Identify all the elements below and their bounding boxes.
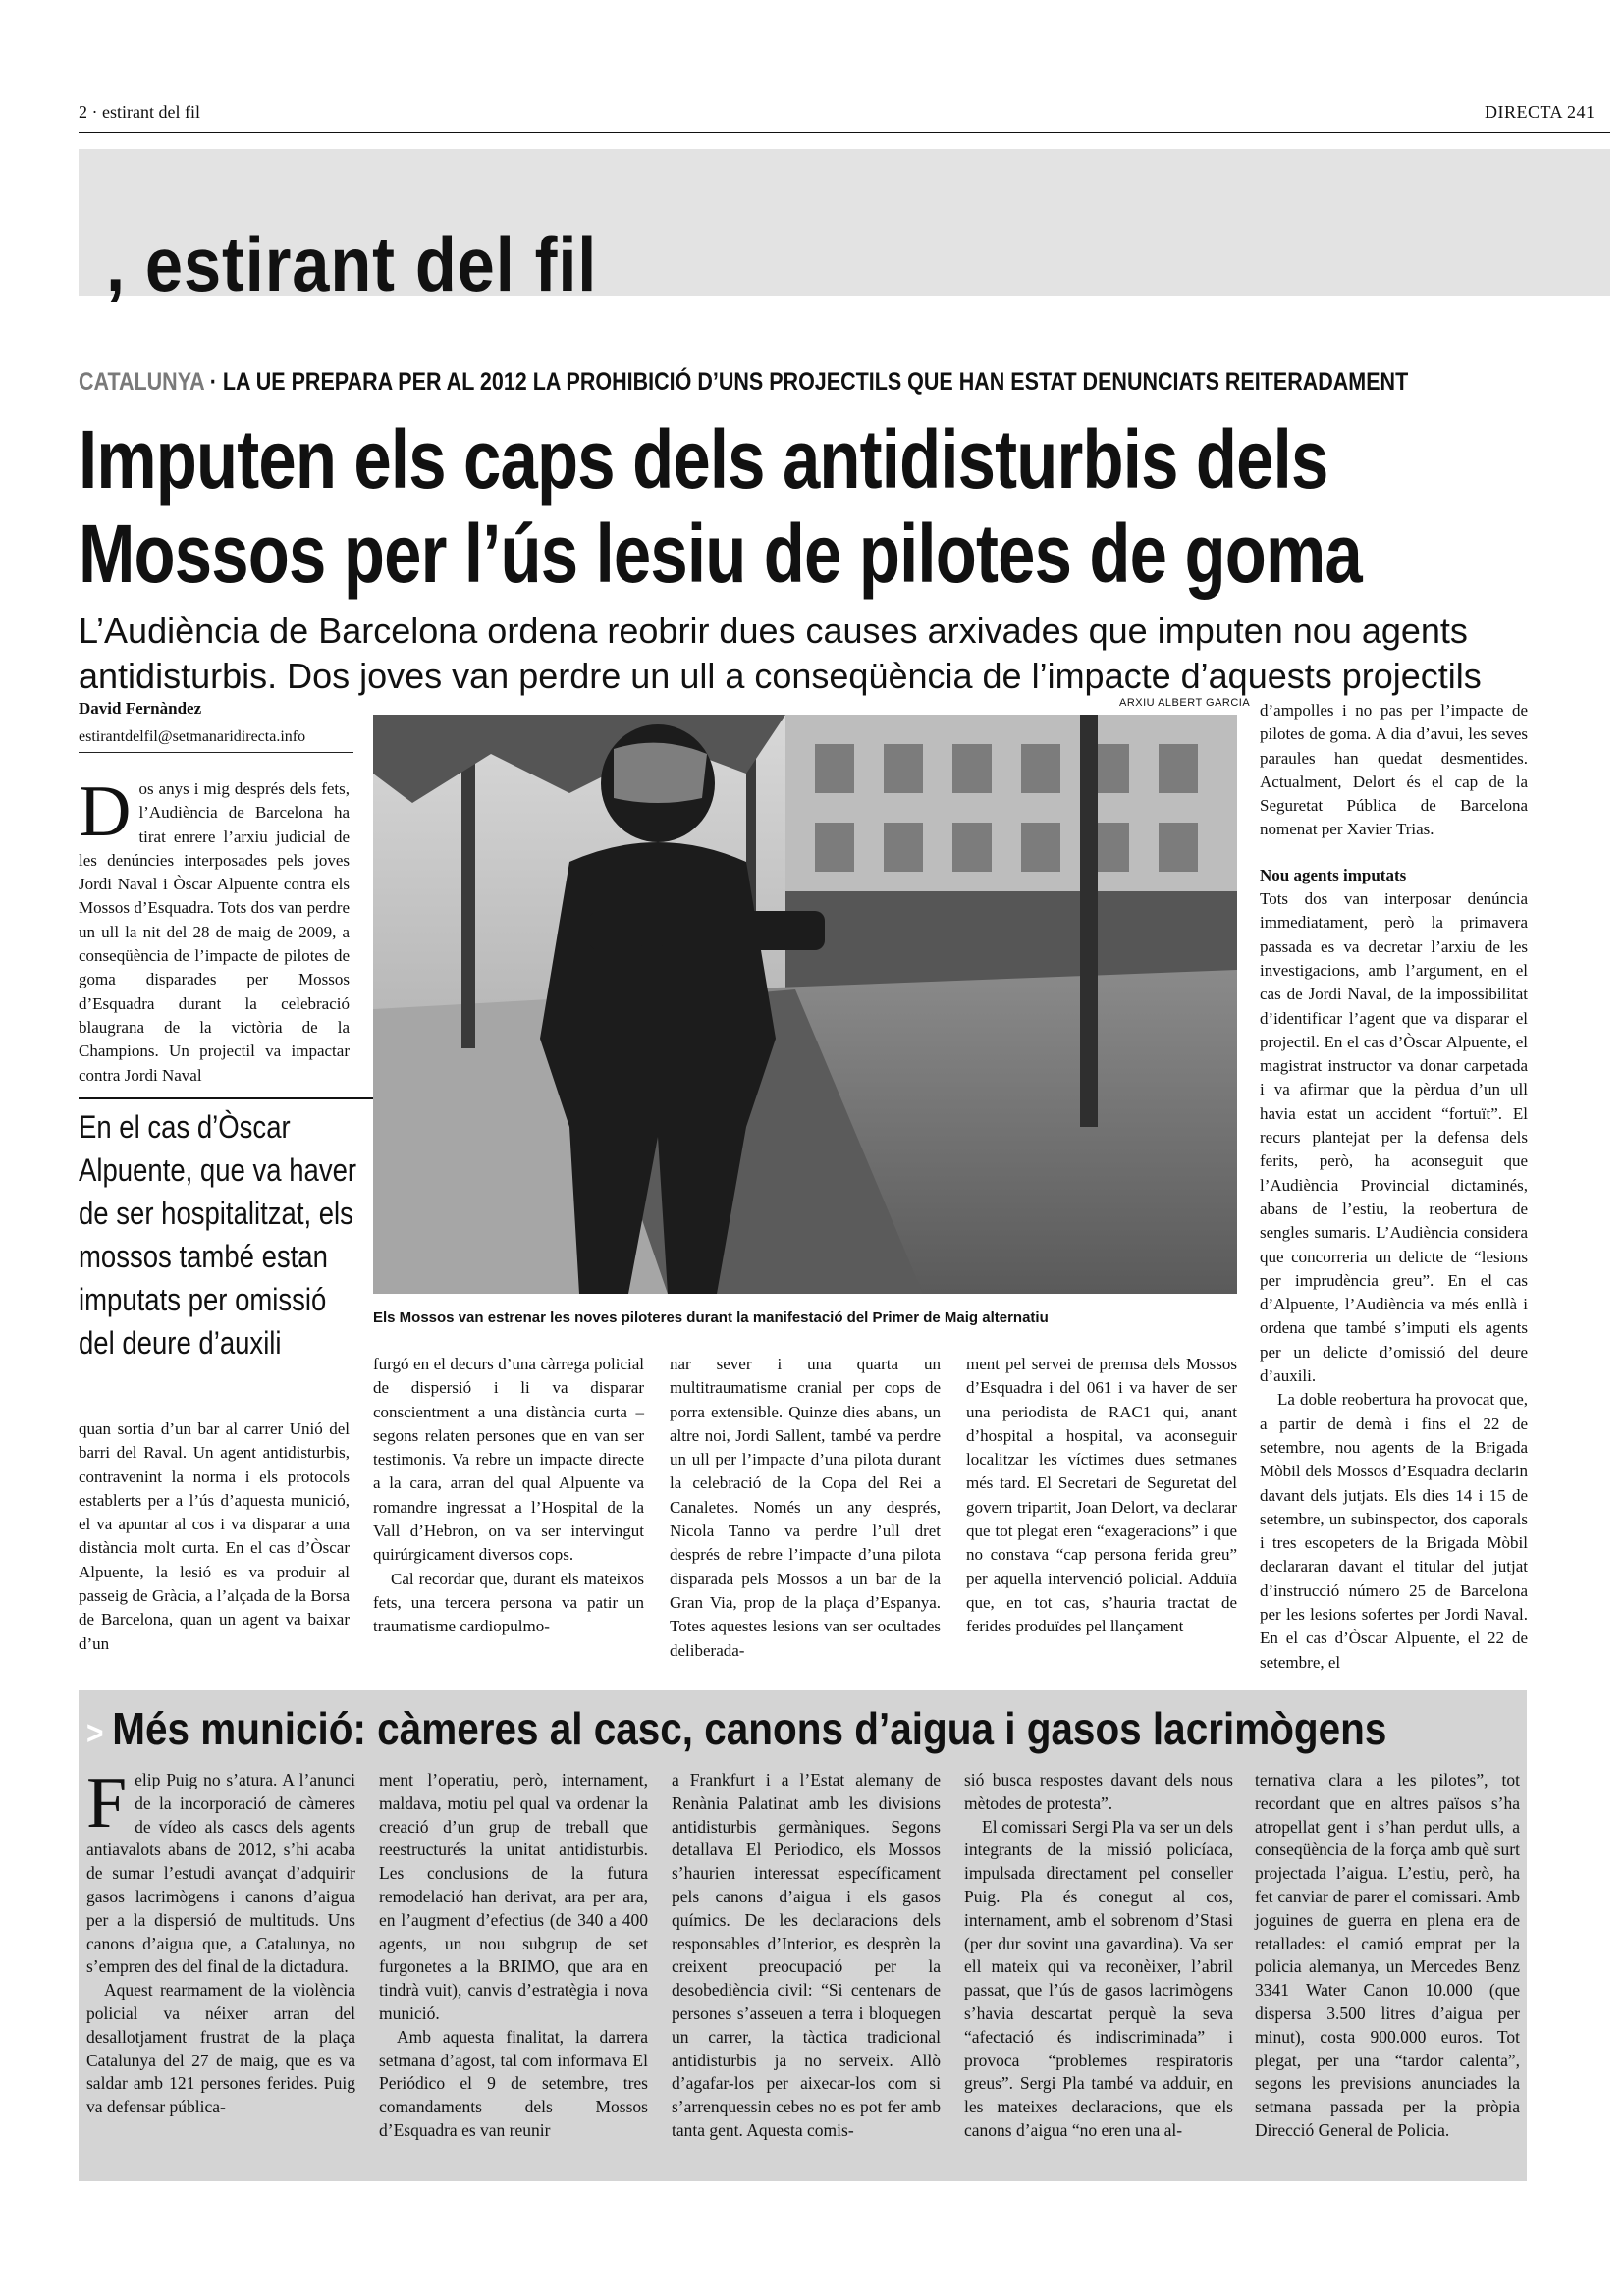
photo-caption: Els Mossos van estrenar les noves piloteres durant la manifestació del Primer de Maig alternatiu [373,1309,1049,1326]
headline [79,412,1362,601]
sidebar-col1-para-1: elip Puig no s’atura. A l’anunci de la incorporació de càmeres de vídeo als cascs dels agents antiavalots abans de 2012, s’hi acaba de sumar l’estudi avançat d’adquirir gasos lacrimògens i canons d’aigua per a la dispersió de multituds. Uns canons d’aigua que, a Catalunya, no s’empren des del final de la dictadura. [86,1770,355,1977]
article-col2-para-1: furgó en el decurs d’una càrrega policial de dispersió i li va disparar conscientment a una distància curta –segons relaten persones que en van ser testimonis. Va rebre un impacte directe a la cara, arran del qual Alpuente va romandre ingressat a l’Hospital de la Vall d’Hebron, on va ser intervingut quirúrgicament diversos cops. [373,1355,644,1565]
article-col3-text: nar sever i una quarta un multitraumatisme cranial per cops de porra extensible. Quinze dies abans, un altre noi, Jordi Sallent, també va perdre un ull per l’impacte d’una pilota durant la celebració de la Copa del Rei a Canaletes. Només un any després, Nicola Tanno va perdre l’ull dret després de rebre l’impacte d’una pilota disparada pels Mossos a un bar de la Gran Via, prop de la plaça d’Espanya. Totes aquestes lesions van ser ocultades deliberada- [670,1355,941,1660]
article-col5-intro: d’ampolles i no pas per l’impacte de pilotes de goma. A dia d’avui, les seves paraules han quedat desmentides. Actualment, Delort és el cap de la Seguretat Pública de Barcelona nomenat per Xavier Trias. [1260,701,1528,839]
article-column-1 [79,772,350,1088]
sidebar-column-1 [86,1763,355,2119]
sidebar-col3-text: a Frankfurt i a l’Estat alemany de Renània Palatinat amb les divisions antidisturbis germàniques. Segons detallava El Periodico, els Mossos s’haurien interessat específicament pels canons d’aigua i els gasos químics. De les declaracions dels responsables d’Interior, es desprèn la creixent preocupació per la desobediència civil: “Si centenars de persones s’asseuen a terra i bloquegen un carrer, la tàctica tradicional antidisturbis ja no serveix. Allò d’agafar-los per aixecar-los com si s’arrenquessin cebes no es pot fer amb tanta gent. Aquesta comis- [672,1770,941,2140]
sidebar-drop-cap: F [86,1763,128,1843]
photo-credit: ARXIU ALBERT GARCIA [1119,697,1251,709]
sidebar-column-2 [379,1769,648,2143]
drop-cap: D [79,772,132,852]
sidebar-col5-text: ternativa clara a les pilotes”, tot recordant que en altres països s’ha atropellat gent i s’han perdut ulls, a conseqüència de la força amb què surt projectada l’aigua. L’estiu, però, ha fet canviar de parer el comissari. Amb joguines de guerra en plena era de retallades: el camió emprat per la policia alemanya, un Mercedes Benz 3341 Water Canon 10.000 (que dispersa 3.500 litres d’aigua per minut), costa 900.000 euros. Tot plegat, per una “tardor calenta”, segons les previsions anunciades la setmana passada per la pròpia Direcció General de Policia. [1255,1770,1520,2140]
sidebar-column-3 [672,1769,941,2143]
article-column-3 [670,1353,941,1663]
article-col1-top: os anys i mig després dels fets, l’Audiència de Barcelona ha tirat enrere l’arxiu judicial de les denúncies interposades pels joves Jordi Naval i Òscar Alpuente contra els Mossos d’Esquadra. Tots dos van perdre un ull la nit del 28 de maig de 2009, a conseqüència de l’impacte de pilotes de goma disparades per Mossos d’Esquadra durant la celebració blaugrana de la victòria de la Champions. Un projectil va impactar contra Jordi Naval [79,779,350,1085]
sidebar-col2-para-2: Amb aquesta finalitat, la darrera setmana d’agost, tal com informava El Periódico el 9 de setembre, tres comandaments dels Mossos d’Esquadra es van reunir [379,2026,648,2140]
subhead: Nou agents imputats [1260,865,1407,884]
article-column-2 [373,1353,644,1639]
issue-label: DIRECTA 241 [1485,102,1596,122]
sidebar-arrow-icon: > [86,1715,104,1752]
pullquote-rule [79,1097,373,1099]
photo-illustration [373,715,1237,1294]
headline-line-1: Imputen els caps dels antidisturbis dels [79,413,1328,506]
pullquote: En el cas d’Òscar Alpuente, que va haver de ser hospitalitzat, els mossos també estan imputats per omissió del deure d’auxili [79,1109,357,1361]
page-section-label: 2 · estirant del fil [79,102,200,122]
sidebar-column-4 [964,1769,1233,2143]
sidebar-col4-para-1: sió busca respostes davant dels nous mètodes de protesta”. [964,1770,1233,1813]
kicker [79,368,1408,397]
article-col5-para-2: La doble reobertura ha provocat que, a partir de demà i fins el 22 de setembre, nou agents de la Brigada Mòbil dels Mossos d’Esquadra declarin davant dels jutjats. Els dies 14 i 15 de setembre, un subinspector, dos caporals i tres escopeters de la Brigada Mòbil declararan davant el titular del jutjat d’instrucció número 25 de Barcelona per les lesions sofertes per Jordi Naval. En el cas d’Òscar Alpuente, el 22 de setembre, el [1260,1390,1528,1672]
sidebar-column-5 [1255,1769,1520,2143]
byline-email[interactable]: estirantdelfil@setmanaridirecta.info [79,728,306,745]
sidebar-col4-para-2: El comissari Sergi Pla va ser un dels integrants de la missió policíaca, impulsada directament pel conseller Puig. Pla és conegut al cos, internament, amb el sobrenom d’Stasi (per dur sovint una gavardina). Va ser ell mateix qui va reconèixer, l’abril passat, que l’ús de gasos lacrimògens s’havia descartat perquè la seva “afectació és indiscriminada” i provoca “problemes respiratoris greus”. Sergi Pla també va adduir, en les mateixes declaracions, que els canons d’aigua “no eren una al- [964,1816,1233,2140]
section-title: , estirant del fil [106,221,598,307]
kicker-text: · LA UE PREPARA PER AL 2012 LA PROHIBICIÓ D’UNS PROJECTILS QUE HAN ESTAT DENUNCIATS REITERADAMENT [203,368,1409,396]
article-col4-text: ment pel servei de premsa dels Mossos d’Esquadra i del 061 i va haver de ser una periodista de RAC1 qui, anant d’hospital a hospital, va aconseguir localitzar les víctimes dues setmanes més tard. El Secretari de Seguretat del govern tripartit, Joan Delort, va declarar que tot plegat eren “exageracions” i que no constava “cap persona ferida greu” per aquella intervenció policial. Adduïa que, en tot cas, s’hauria tractat de ferides produïdes pel llançament [966,1355,1237,1636]
standfirst: L’Audiència de Barcelona ordena reobrir dues causes arxivades que imputen nou agents antidisturbis. Dos joves van perdre un ull a conseqüència de l’impacte d’aquests projectils [79,611,1482,696]
sidebar-title: Més munició: càmeres al casc, canons d’aigua i gasos lacrimògens [112,1703,1387,1754]
article-column-4 [966,1353,1237,1639]
article-col1-bottom: quan sortia d’un bar al carrer Unió del barri del Raval. Un agent antidisturbis, contravenint la norma i els protocols establerts per a l’ús d’aquesta munició, el va apuntar al cos i va disparar a una distància molt curta. En el cas d’Òscar Alpuente, la lesió es va produir al passeig de Gràcia, a l’alçada de la Borsa de Barcelona, quan un agent va baixar d’un [79,1419,350,1653]
article-column-5 [1260,699,1528,1675]
byline-author: David Fernàndez [79,699,202,718]
sidebar-title-row [86,1702,1386,1755]
sidebar-col2-para-1: ment l’operatiu, però, internament, maldava, motiu pel qual va ordenar la creació d’un grup de treball que reestructurés la unitat antidisturbis. Les conclusions de la futura remodelació han derivat, ara per ara, en l’augment d’efectius (de 340 a 400 agents, un nou subgrup de set furgonetes a la BRIMO, que ara en tindrà vuit), canvis d’estratègia i nova munició. [379,1770,648,2023]
headline-line-2: Mossos per l’ús lesiu de pilotes de goma [79,507,1362,600]
kicker-section: CATALUNYA [79,368,204,396]
sidebar-col1-para-2: Aquest rearmament de la violència policial va néixer arran del desallotjament frustrat de la plaça Catalunya del 27 de maig, que es va saldar amb 121 persones ferides. Puig va defensar pública- [86,1980,355,2117]
article-col5-para-1: Tots dos van interposar denúncia immediatament, però la primavera passada es va decretar l’arxiu de les investigacions, amb l’argument, en el cas de Jordi Naval, de la impossibilitat d’identificar l’agent que va disparar el projectil. En el cas d’Òscar Alpuente, el magistrat instructor va donar carpetada i va afirmar que la pèrdua d’un ull havia estat un accident “fortuït”. El recurs plantejat per la defensa dels ferits, però, ha aconseguit que l’Audiència Provincial dictaminés, abans de l’estiu, la reobertura de sengles sumaris. L’Audiència considera que concorreria un delicte de “lesions per imprudència greu”. En el cas d’Alpuente, l’Audiència va més enllà i ordena que també s’imputi els agents per un delicte d’omissió del deure d’auxili. [1260,889,1528,1386]
article-column-1-bottom [79,1417,350,1656]
header-rule [79,132,1610,133]
byline-rule [79,752,353,753]
riot-police-photo [373,715,1237,1294]
article-col2-para-2: Cal recordar que, durant els mateixos fets, una tercera persona va patir un traumatisme cardiopulmo- [373,1569,644,1636]
